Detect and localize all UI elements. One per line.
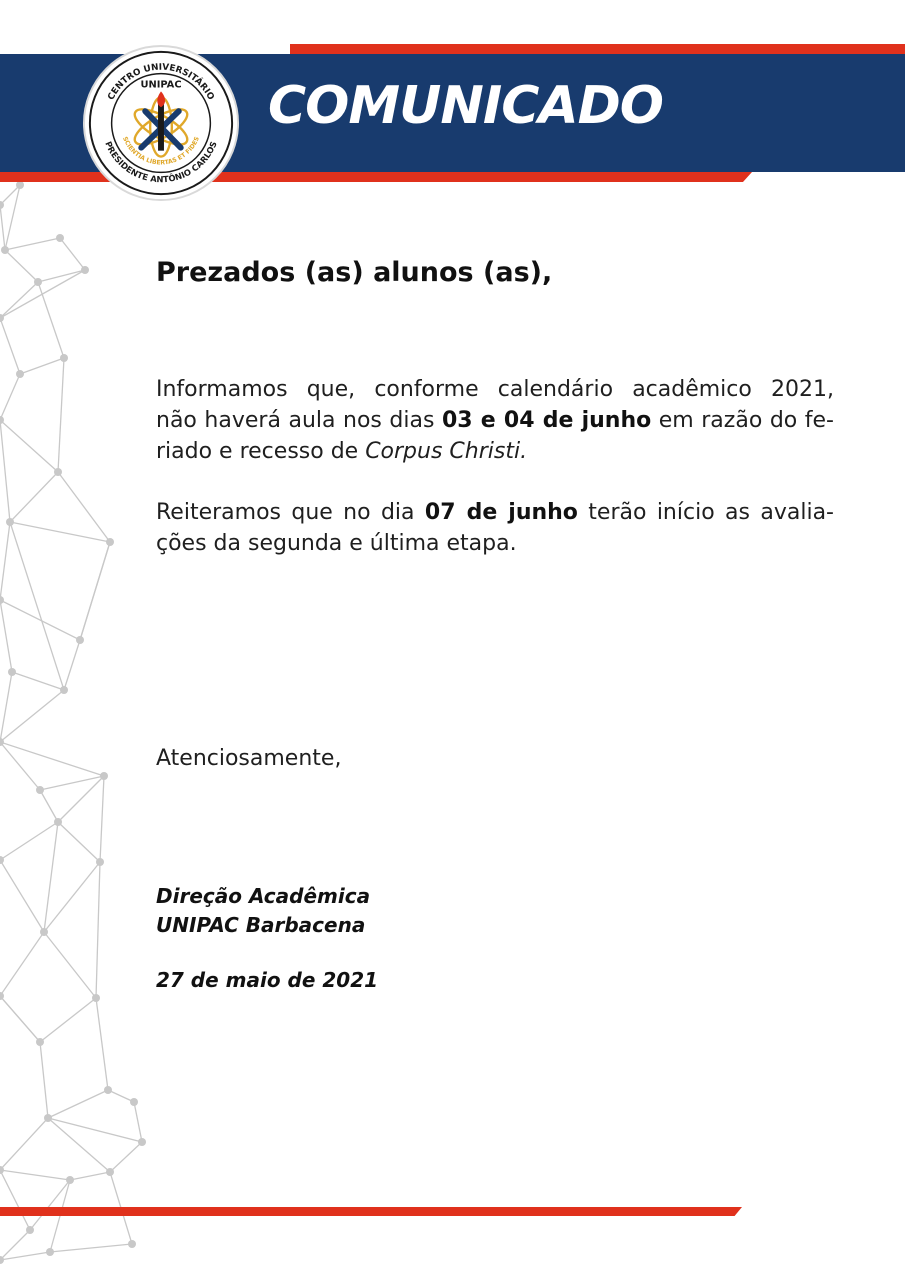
network-line	[96, 998, 108, 1090]
network-line	[0, 1118, 48, 1170]
network-line	[0, 1170, 70, 1180]
network-line	[0, 822, 58, 860]
network-line	[58, 358, 64, 472]
network-node	[81, 266, 89, 274]
letter-date: 27 de maio de 2021	[156, 968, 379, 992]
network-node	[92, 994, 100, 1002]
network-line	[0, 374, 20, 420]
network-node	[54, 468, 62, 476]
network-line	[0, 690, 64, 742]
network-line	[58, 472, 110, 542]
network-line	[10, 522, 64, 690]
logo-top-text: CENTRO UNIVERSITÁRIO	[106, 62, 216, 102]
network-line	[108, 1090, 134, 1102]
network-node	[6, 518, 14, 526]
network-node	[34, 278, 42, 286]
network-line	[60, 238, 85, 270]
network-node	[106, 538, 114, 546]
highlight-dates: 03 e 04 de junho	[441, 408, 652, 433]
paragraph-exams-notice	[156, 497, 834, 559]
network-node	[56, 234, 64, 242]
network-line	[100, 776, 104, 862]
network-line	[80, 542, 110, 640]
network-node	[130, 1098, 138, 1106]
network-line	[48, 1090, 108, 1118]
network-line	[0, 860, 44, 932]
network-line	[0, 600, 12, 672]
highlight-exam-date: 07 de junho	[424, 500, 578, 525]
network-node	[138, 1138, 146, 1146]
signature-department: Direção Acadêmica	[156, 884, 371, 908]
closing-regards: Atenciosamente,	[156, 746, 342, 771]
network-node	[128, 1240, 136, 1248]
network-line	[38, 282, 64, 358]
paragraph-line: Informamos que, conforme calendário acadêmico 2021,	[156, 377, 834, 402]
network-node	[40, 928, 48, 936]
network-node	[1, 246, 9, 254]
network-line	[12, 672, 64, 690]
network-line	[58, 776, 104, 822]
network-line	[134, 1102, 142, 1142]
network-node	[0, 596, 4, 604]
network-line	[40, 998, 96, 1042]
network-line	[50, 1180, 70, 1252]
network-line	[30, 1180, 70, 1230]
network-line	[0, 742, 104, 776]
network-node	[46, 1248, 54, 1256]
network-line	[44, 822, 58, 932]
network-line	[5, 250, 38, 282]
network-line	[40, 776, 104, 790]
network-line	[0, 420, 10, 522]
network-node	[60, 686, 68, 694]
network-node	[100, 772, 108, 780]
network-node	[66, 1176, 74, 1184]
network-line	[44, 932, 96, 998]
network-line	[58, 822, 100, 862]
network-line	[0, 318, 20, 374]
network-line	[64, 640, 80, 690]
logo-name: UNIPAC	[140, 79, 182, 91]
paragraph-holiday-notice	[156, 374, 834, 467]
network-node	[96, 858, 104, 866]
network-line	[0, 996, 40, 1042]
network-node	[60, 354, 68, 362]
unipac-logo	[82, 44, 240, 202]
network-line	[10, 522, 110, 542]
network-line	[0, 672, 12, 742]
network-line	[20, 358, 64, 374]
network-node	[36, 786, 44, 794]
network-line	[0, 600, 80, 640]
page-title: COMUNICADO	[268, 76, 663, 136]
footer-red-stripe	[0, 1207, 742, 1216]
network-line	[40, 1042, 48, 1118]
holiday-name: Corpus Christi.	[365, 439, 528, 464]
network-node	[54, 818, 62, 826]
network-node	[36, 1038, 44, 1046]
paragraph-line	[156, 405, 834, 436]
network-line	[5, 238, 60, 250]
logo-bottom-text: PRESIDENTE ANTÔNIO CARLOS	[103, 139, 219, 185]
network-line	[0, 1170, 30, 1230]
network-line	[50, 1244, 132, 1252]
network-line	[44, 862, 100, 932]
paragraph-line	[156, 436, 834, 467]
network-line	[110, 1142, 142, 1172]
network-node	[106, 1168, 114, 1176]
network-line	[0, 420, 58, 472]
network-line	[0, 270, 85, 318]
network-node	[104, 1086, 112, 1094]
network-line	[0, 932, 44, 996]
network-node	[76, 636, 84, 644]
network-line	[10, 472, 58, 522]
network-node	[44, 1114, 52, 1122]
network-line	[40, 790, 58, 822]
network-line	[0, 205, 5, 250]
network-line	[70, 1172, 110, 1180]
text-run: não haverá aula nos dias	[156, 408, 442, 433]
text-run: em razão do fe-	[651, 408, 834, 433]
network-line	[38, 270, 85, 282]
network-line	[96, 862, 100, 998]
signature-campus: UNIPAC Barbacena	[156, 913, 366, 937]
network-node	[8, 668, 16, 676]
network-node	[26, 1226, 34, 1234]
paragraph-line: ções da segunda e última etapa.	[156, 531, 517, 556]
text-run: Reiteramos que no dia	[156, 500, 425, 525]
text-run: riado e recesso de	[156, 439, 366, 464]
network-node	[0, 992, 4, 1000]
logo-motto: SCIENTIA LIBERTAS ET FIDES	[121, 135, 201, 167]
text-run: terão início as avalia-	[577, 500, 834, 525]
network-node	[16, 370, 24, 378]
paragraph-line	[156, 497, 834, 528]
header-red-stripe-top	[290, 44, 905, 54]
greeting: Prezados (as) alunos (as),	[156, 257, 553, 288]
network-line	[0, 522, 10, 600]
